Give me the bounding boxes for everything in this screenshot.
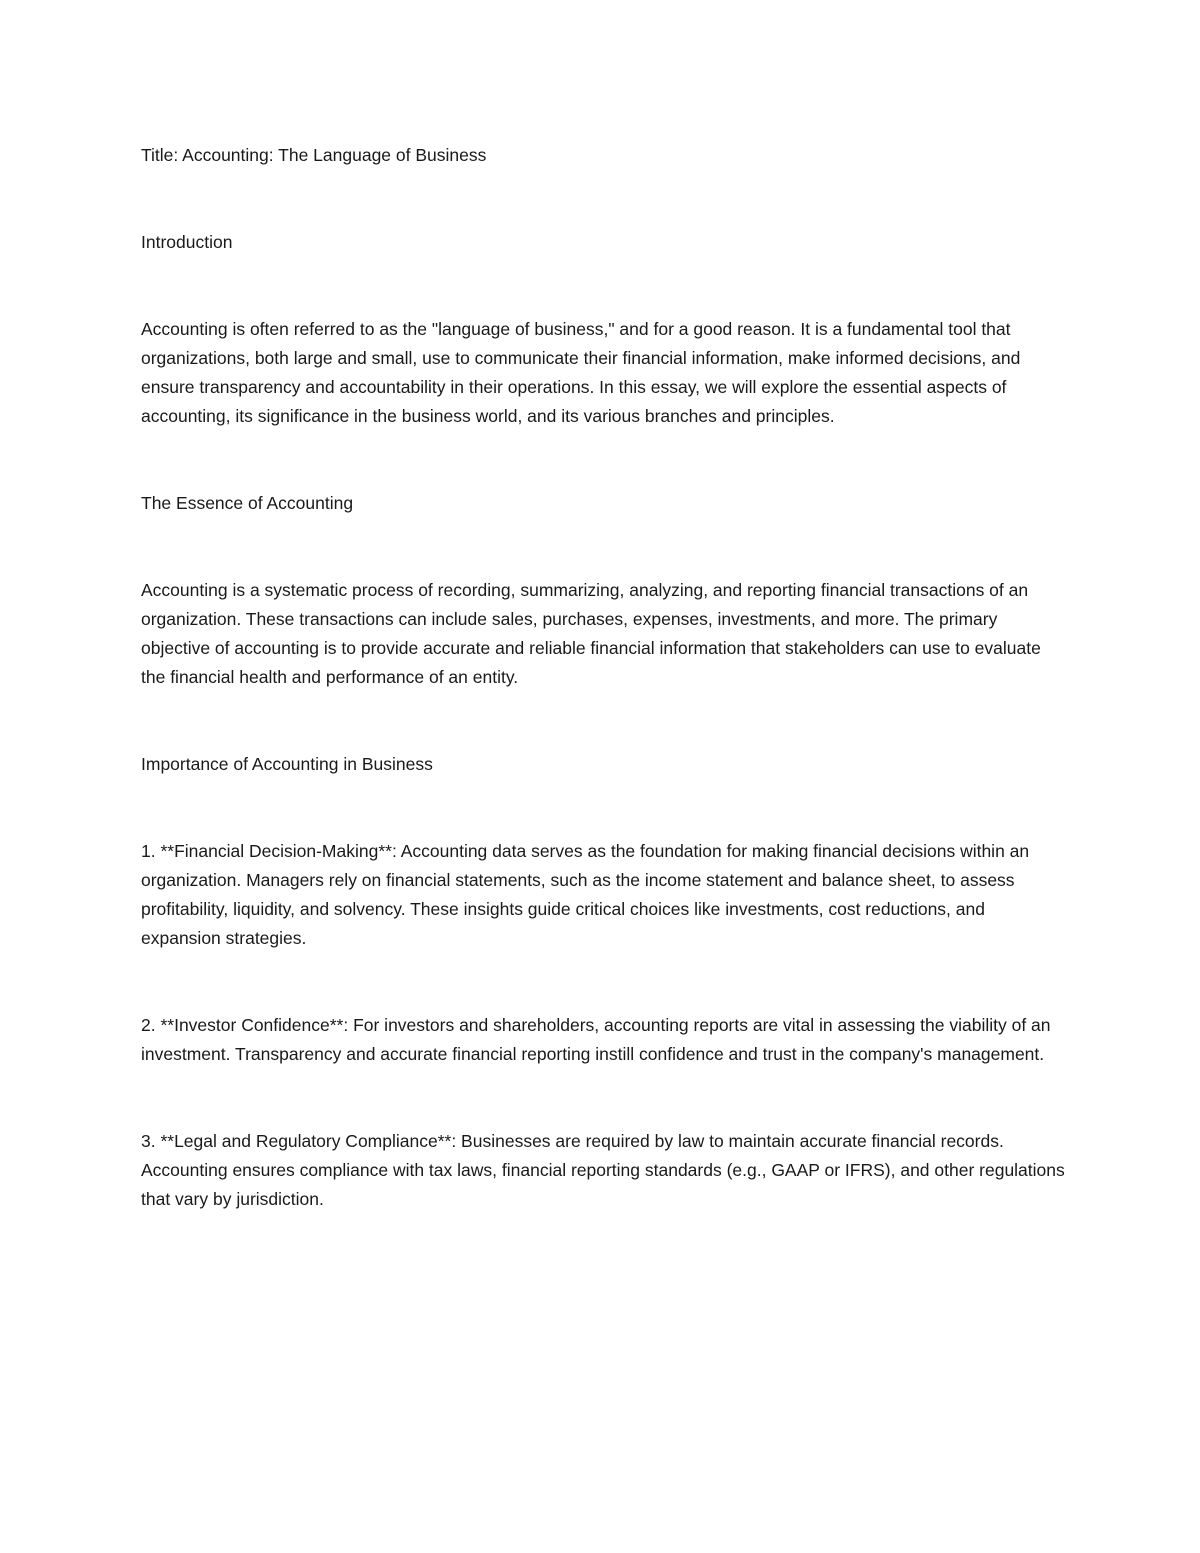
section-heading-essence: The Essence of Accounting [141,493,354,513]
list-item: 1. **Financial Decision-Making**: Accounting data serves as the foundation for making financial decisions within an organization. Managers rely on financial statements, such as the income statement and balance sheet, to assess profitability, liquidity, and solvency. These insights guide critical choices like investments, cost reductions, and expansion strategies. [141,841,1030,948]
document-body [141,141,1066,1214]
paragraph-essence: Accounting is a systematic process of recording, summarizing, analyzing, and reporting financial transactions of an organization. These transactions can include sales, purchases, expenses, investments, and more. The primary objective of accounting is to provide accurate and reliable financial information that stakeholders can use to evaluate the financial health and performance of an entity. [141,580,1041,687]
list-item: 3. **Legal and Regulatory Compliance**: Businesses are required by law to maintain accurate financial records. Accounting ensures compliance with tax laws, financial reporting standards (e.g., GAAP or IFRS), and other regulations that vary by jurisdiction. [141,1131,1065,1209]
section-heading-importance: Importance of Accounting in Business [141,754,433,774]
paragraph-introduction: Accounting is often referred to as the "language of business," and for a good reason. It is a fundamental tool that organizations, both large and small, use to communicate their financial information, make informed decisions, and ensure transparency and accountability in their operations. In this essay, we will explore the essential aspects of accounting, its significance in the business world, and its various branches and principles. [141,319,1021,426]
list-item: 2. **Investor Confidence**: For investors and shareholders, accounting reports are vital in assessing the viability of an investment. Transparency and accurate financial reporting instill confidence and trust in the company's management. [141,1015,1051,1064]
section-heading-introduction: Introduction [141,232,233,252]
importance-list [141,837,1066,1214]
document-title: Title: Accounting: The Language of Business [141,145,487,165]
